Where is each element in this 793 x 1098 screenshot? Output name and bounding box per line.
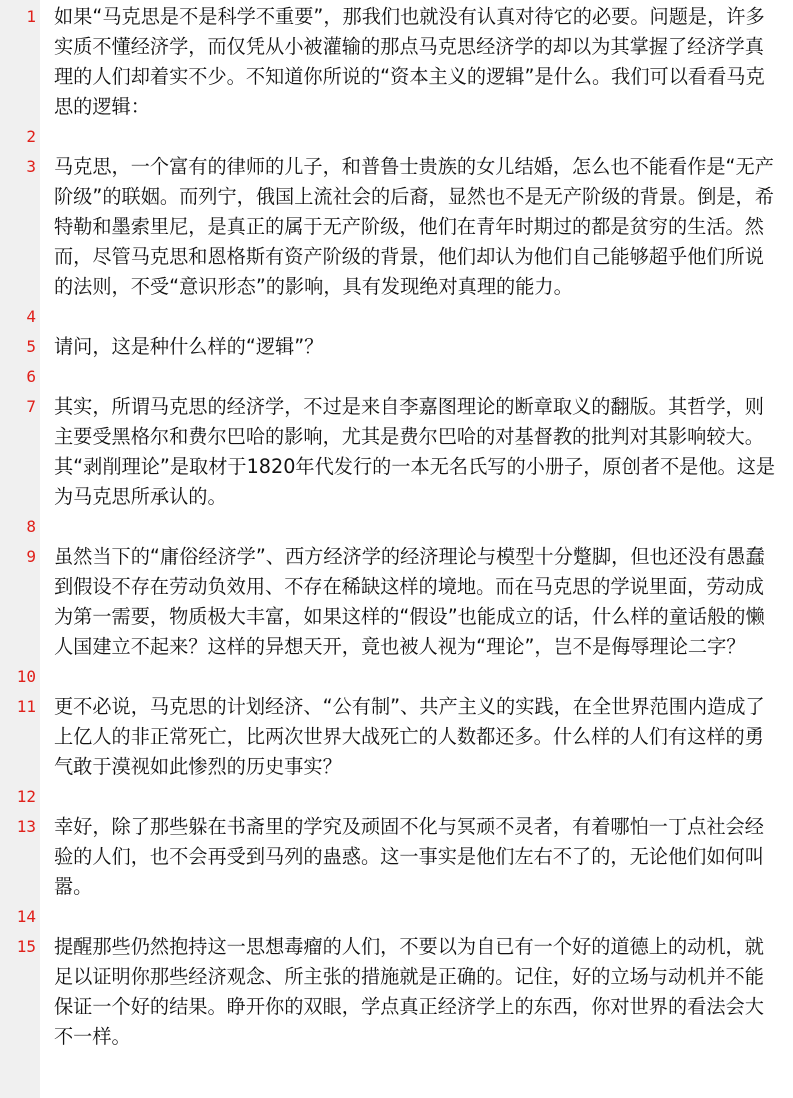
line-number: 6 [26, 367, 36, 386]
editor-line[interactable] [0, 902, 793, 932]
editor-line[interactable] [0, 512, 793, 542]
line-number: 2 [26, 127, 36, 146]
line-number: 1 [26, 7, 36, 26]
editor-line[interactable] [0, 812, 793, 902]
editor-line[interactable] [0, 362, 793, 392]
line-text[interactable]: 马克思，一个富有的律师的儿子，和普鲁士贵族的女儿结婚，怎么也不能看作是“无产阶级”的联姻。而列宁，俄国上流社会的后裔，显然也不是无产阶级的背景。倒是，希特勒和墨索里尼，是真正的属于无产阶级，他们在青年时期过的都是贫穷的生活。然而，尽管马克思和恩格斯有资产阶级的背景，他们却认为他们自己能够超乎他们所说的法则，不受“意识形态”的影响，具有发现绝对真理的能力。 [54, 155, 774, 298]
line-number: 3 [26, 157, 36, 176]
editor-line[interactable] [0, 122, 793, 152]
editor-line[interactable] [0, 302, 793, 332]
line-text[interactable] [54, 782, 783, 812]
line-text[interactable]: 其实，所谓马克思的经济学，不过是来自李嘉图理论的断章取义的翻版。其哲学，则主要受黑格尔和费尔巴哈的影响，尤其是费尔巴哈的对基督教的批判对其影响较大。其“剥削理论”是取材于1820年代发行的一本无名氏写的小册子，原创者不是他。这是为马克思所承认的。 [54, 395, 776, 508]
editor-line[interactable] [0, 2, 793, 122]
line-text[interactable] [54, 902, 783, 932]
line-text[interactable] [54, 512, 783, 542]
line-text[interactable] [54, 122, 783, 152]
line-number: 14 [16, 907, 36, 926]
editor-content[interactable] [0, 2, 793, 1052]
line-number: 11 [16, 697, 36, 716]
line-number: 9 [26, 547, 36, 566]
editor-line[interactable] [0, 152, 793, 302]
line-text[interactable]: 虽然当下的“庸俗经济学”、西方经济学的经济理论与模型十分蹩脚，但也还没有愚蠢到假设不存在劳动负效用、不存在稀缺这样的境地。而在马克思的学说里面，劳动成为第一需要，物质极大丰富，如果这样的“假设”也能成立的话，什么样的童话般的懒人国建立不起来？这样的异想天开，竟也被人视为“理论”，岂不是侮辱理论二字？ [54, 545, 765, 658]
editor-line[interactable] [0, 932, 793, 1052]
line-number: 13 [16, 817, 36, 836]
line-text[interactable]: 幸好，除了那些躲在书斋里的学究及顽固不化与冥顽不灵者，有着哪怕一丁点社会经验的人们，也不会再受到马列的蛊惑。这一事实是他们左右不了的，无论他们如何叫嚣。 [54, 815, 764, 898]
line-number: 12 [16, 787, 36, 806]
line-text[interactable] [54, 662, 783, 692]
line-text[interactable]: 更不必说，马克思的计划经济、“公有制”、共产主义的实践，在全世界范围内造成了上亿人的非正常死亡，比两次世界大战死亡的人数都还多。什么样的人们有这样的勇气敢于漠视如此惨烈的历史事实？ [54, 695, 765, 778]
editor-line[interactable] [0, 782, 793, 812]
editor-line[interactable] [0, 332, 793, 362]
line-text[interactable]: 如果“马克思是不是科学不重要”，那我们也就没有认真对待它的必要。问题是，许多实质不懂经济学，而仅凭从小被灌输的那点马克思经济学的却以为其掌握了经济学真理的人们却着实不少。不知道你所说的“资本主义的逻辑”是什么。我们可以看看马克思的逻辑： [54, 5, 765, 118]
editor-line[interactable] [0, 392, 793, 512]
editor-line[interactable] [0, 692, 793, 782]
line-text[interactable] [54, 302, 783, 332]
line-number: 10 [16, 667, 36, 686]
line-number: 5 [26, 337, 36, 356]
line-number: 4 [26, 307, 36, 326]
editor-line[interactable] [0, 542, 793, 662]
editor-line[interactable] [0, 662, 793, 692]
line-number: 7 [26, 397, 36, 416]
line-text[interactable]: 提醒那些仍然抱持这一思想毒瘤的人们，不要以为自已有一个好的道德上的动机，就足以证明你那些经济观念、所主张的措施就是正确的。记住，好的立场与动机并不能保证一个好的结果。睁开你的双眼，学点真正经济学上的东西，你对世界的看法会大不一样。 [54, 935, 764, 1048]
line-number: 15 [16, 937, 36, 956]
line-text[interactable]: 请问，这是种什么样的“逻辑”？ [54, 335, 324, 358]
line-number: 8 [26, 517, 36, 536]
line-text[interactable] [54, 362, 783, 392]
